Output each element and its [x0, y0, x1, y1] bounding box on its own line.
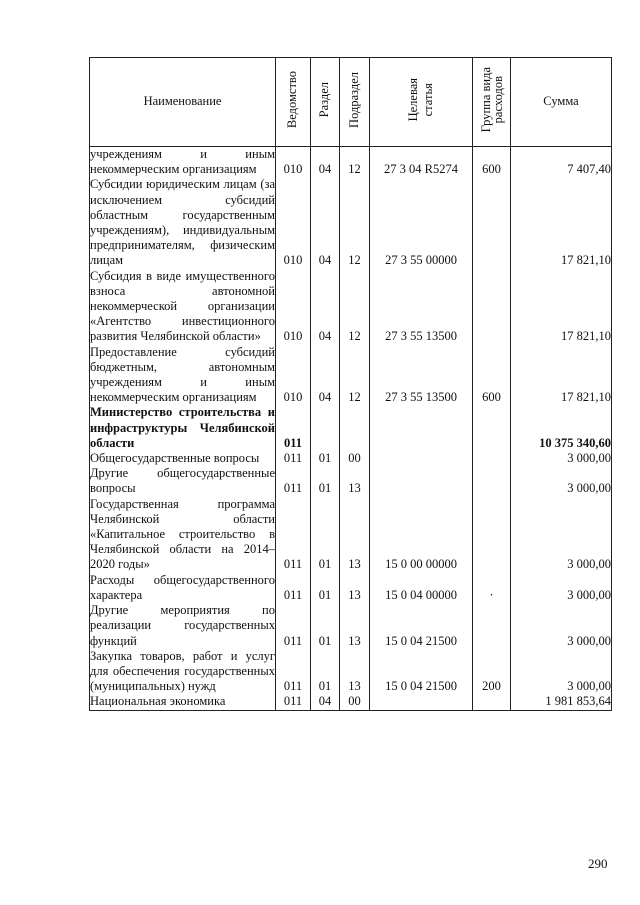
- page-number: 290: [588, 856, 608, 871]
- row-sum: 17 821,10: [511, 269, 612, 345]
- row-expense-group: [473, 405, 511, 451]
- row-name: Национальная экономика: [90, 694, 276, 710]
- table-row: [90, 345, 612, 406]
- row-sum: 10 375 340,60: [511, 405, 612, 451]
- row-expense-group: 600: [473, 147, 511, 178]
- row-sum: 1 981 853,64: [511, 694, 612, 710]
- table-row: [90, 603, 612, 649]
- row-razdel: 04: [311, 694, 340, 710]
- row-name: Общегосударственные вопросы: [90, 451, 276, 466]
- header-razdel: Раздел: [311, 58, 340, 147]
- row-sum: 3 000,00: [511, 497, 612, 573]
- row-name: Государственная программа Челябинской области «Капитальное строительство в Челябинской области на 2014–2020 годы»: [90, 496, 275, 572]
- row-vedomstvo: 010: [276, 147, 311, 178]
- table-row: [90, 497, 612, 573]
- row-expense-group: [473, 177, 511, 268]
- row-sum: 3 000,00: [511, 603, 612, 649]
- row-razdel: [311, 405, 340, 451]
- row-sum: 17 821,10: [511, 177, 612, 268]
- table-row: [90, 649, 612, 695]
- row-expense-group: [473, 694, 511, 710]
- row-name: Закупка товаров, работ и услуг для обеспечения государственных (муниципальных) нужд: [90, 648, 275, 694]
- row-name: Предоставление субсидий бюджетным, автономным учреждениям и иным некоммерческим организациям: [90, 344, 275, 405]
- row-razdel: 01: [311, 649, 340, 695]
- row-vedomstvo: 010: [276, 345, 311, 406]
- row-razdel: 01: [311, 497, 340, 573]
- table-row: [90, 405, 612, 451]
- row-vedomstvo: 011: [276, 466, 311, 496]
- row-sum: 3 000,00: [511, 649, 612, 695]
- row-target-article: 27 3 55 13500: [370, 345, 473, 406]
- row-sum: 3 000,00: [511, 451, 612, 466]
- row-target-article: [370, 694, 473, 710]
- row-razdel: 04: [311, 269, 340, 345]
- table-row: [90, 466, 612, 496]
- table-row: [90, 573, 612, 603]
- row-razdel: 04: [311, 147, 340, 178]
- header-vedomstvo: Ведомство: [276, 58, 311, 147]
- row-podrazdel: 13: [340, 573, 370, 603]
- row-target-article: 15 0 00 00000: [370, 497, 473, 573]
- row-vedomstvo: 011: [276, 603, 311, 649]
- header-podrazdel: Подраздел: [340, 58, 370, 147]
- row-podrazdel: 12: [340, 177, 370, 268]
- row-vedomstvo: 011: [276, 497, 311, 573]
- row-expense-group: [473, 451, 511, 466]
- row-sum: 3 000,00: [511, 466, 612, 496]
- row-razdel: 04: [311, 177, 340, 268]
- row-target-article: [370, 405, 473, 451]
- row-vedomstvo: 010: [276, 269, 311, 345]
- row-vedomstvo: 011: [276, 573, 311, 603]
- row-name: Другие общегосударственные вопросы: [90, 466, 275, 496]
- row-target-article: 15 0 04 00000: [370, 573, 473, 603]
- row-sum: 17 821,10: [511, 345, 612, 406]
- table-row: [90, 451, 612, 466]
- budget-table: [89, 57, 612, 711]
- row-expense-group: 600: [473, 345, 511, 406]
- row-podrazdel: 00: [340, 694, 370, 710]
- table-row: [90, 147, 612, 178]
- header-expense-group: Группа вида расходов: [473, 58, 511, 147]
- row-razdel: 01: [311, 466, 340, 496]
- row-razdel: 01: [311, 573, 340, 603]
- row-expense-group: [473, 466, 511, 496]
- header-name: Наименование: [90, 58, 276, 147]
- row-podrazdel: 12: [340, 269, 370, 345]
- header-sum: Сумма: [511, 58, 612, 147]
- row-expense-group: [473, 603, 511, 649]
- row-name: Расходы общегосударственного характера: [90, 572, 275, 602]
- row-name: учреждениям и иным некоммерческим организациям: [90, 147, 275, 177]
- row-name: Субсидия в виде имущественного взноса автономной некоммерческой организации «Агентство инвестиционного развития Челябинской области»: [90, 268, 275, 344]
- table-row: [90, 694, 612, 710]
- row-target-article: 27 3 55 13500: [370, 269, 473, 345]
- row-target-article: [370, 466, 473, 496]
- row-vedomstvo: 011: [276, 405, 311, 451]
- row-expense-group: ·: [473, 573, 511, 603]
- row-target-article: [370, 451, 473, 466]
- row-vedomstvo: 011: [276, 694, 311, 710]
- row-podrazdel: 13: [340, 497, 370, 573]
- table-row: [90, 177, 612, 268]
- row-name: Субсидии юридическим лицам (за исключением субсидий областным государственным учреждениям), индивидуальным предпринимателям, физическим лицам: [90, 177, 275, 268]
- row-expense-group: [473, 269, 511, 345]
- row-podrazdel: 13: [340, 466, 370, 496]
- row-sum: 7 407,40: [511, 147, 612, 178]
- table-row: [90, 269, 612, 345]
- row-podrazdel: 13: [340, 603, 370, 649]
- row-podrazdel: [340, 405, 370, 451]
- row-razdel: 01: [311, 603, 340, 649]
- row-target-article: 15 0 04 21500: [370, 649, 473, 695]
- table-header-row: [90, 58, 612, 147]
- header-target-article: Целевая статья: [370, 58, 473, 147]
- row-target-article: 27 3 04 R5274: [370, 147, 473, 178]
- row-name: Другие мероприятия по реализации государственных функций: [90, 603, 275, 648]
- row-podrazdel: 12: [340, 147, 370, 178]
- row-razdel: 04: [311, 345, 340, 406]
- row-podrazdel: 00: [340, 451, 370, 466]
- row-target-article: 27 3 55 00000: [370, 177, 473, 268]
- row-vedomstvo: 011: [276, 649, 311, 695]
- row-podrazdel: 12: [340, 345, 370, 406]
- row-podrazdel: 13: [340, 649, 370, 695]
- row-target-article: 15 0 04 21500: [370, 603, 473, 649]
- row-expense-group: 200: [473, 649, 511, 695]
- row-vedomstvo: 010: [276, 177, 311, 268]
- row-vedomstvo: 011: [276, 451, 311, 466]
- row-name: Министерство строительства и инфраструктуры Челябинской области: [90, 405, 275, 450]
- row-sum: 3 000,00: [511, 573, 612, 603]
- row-razdel: 01: [311, 451, 340, 466]
- row-expense-group: [473, 497, 511, 573]
